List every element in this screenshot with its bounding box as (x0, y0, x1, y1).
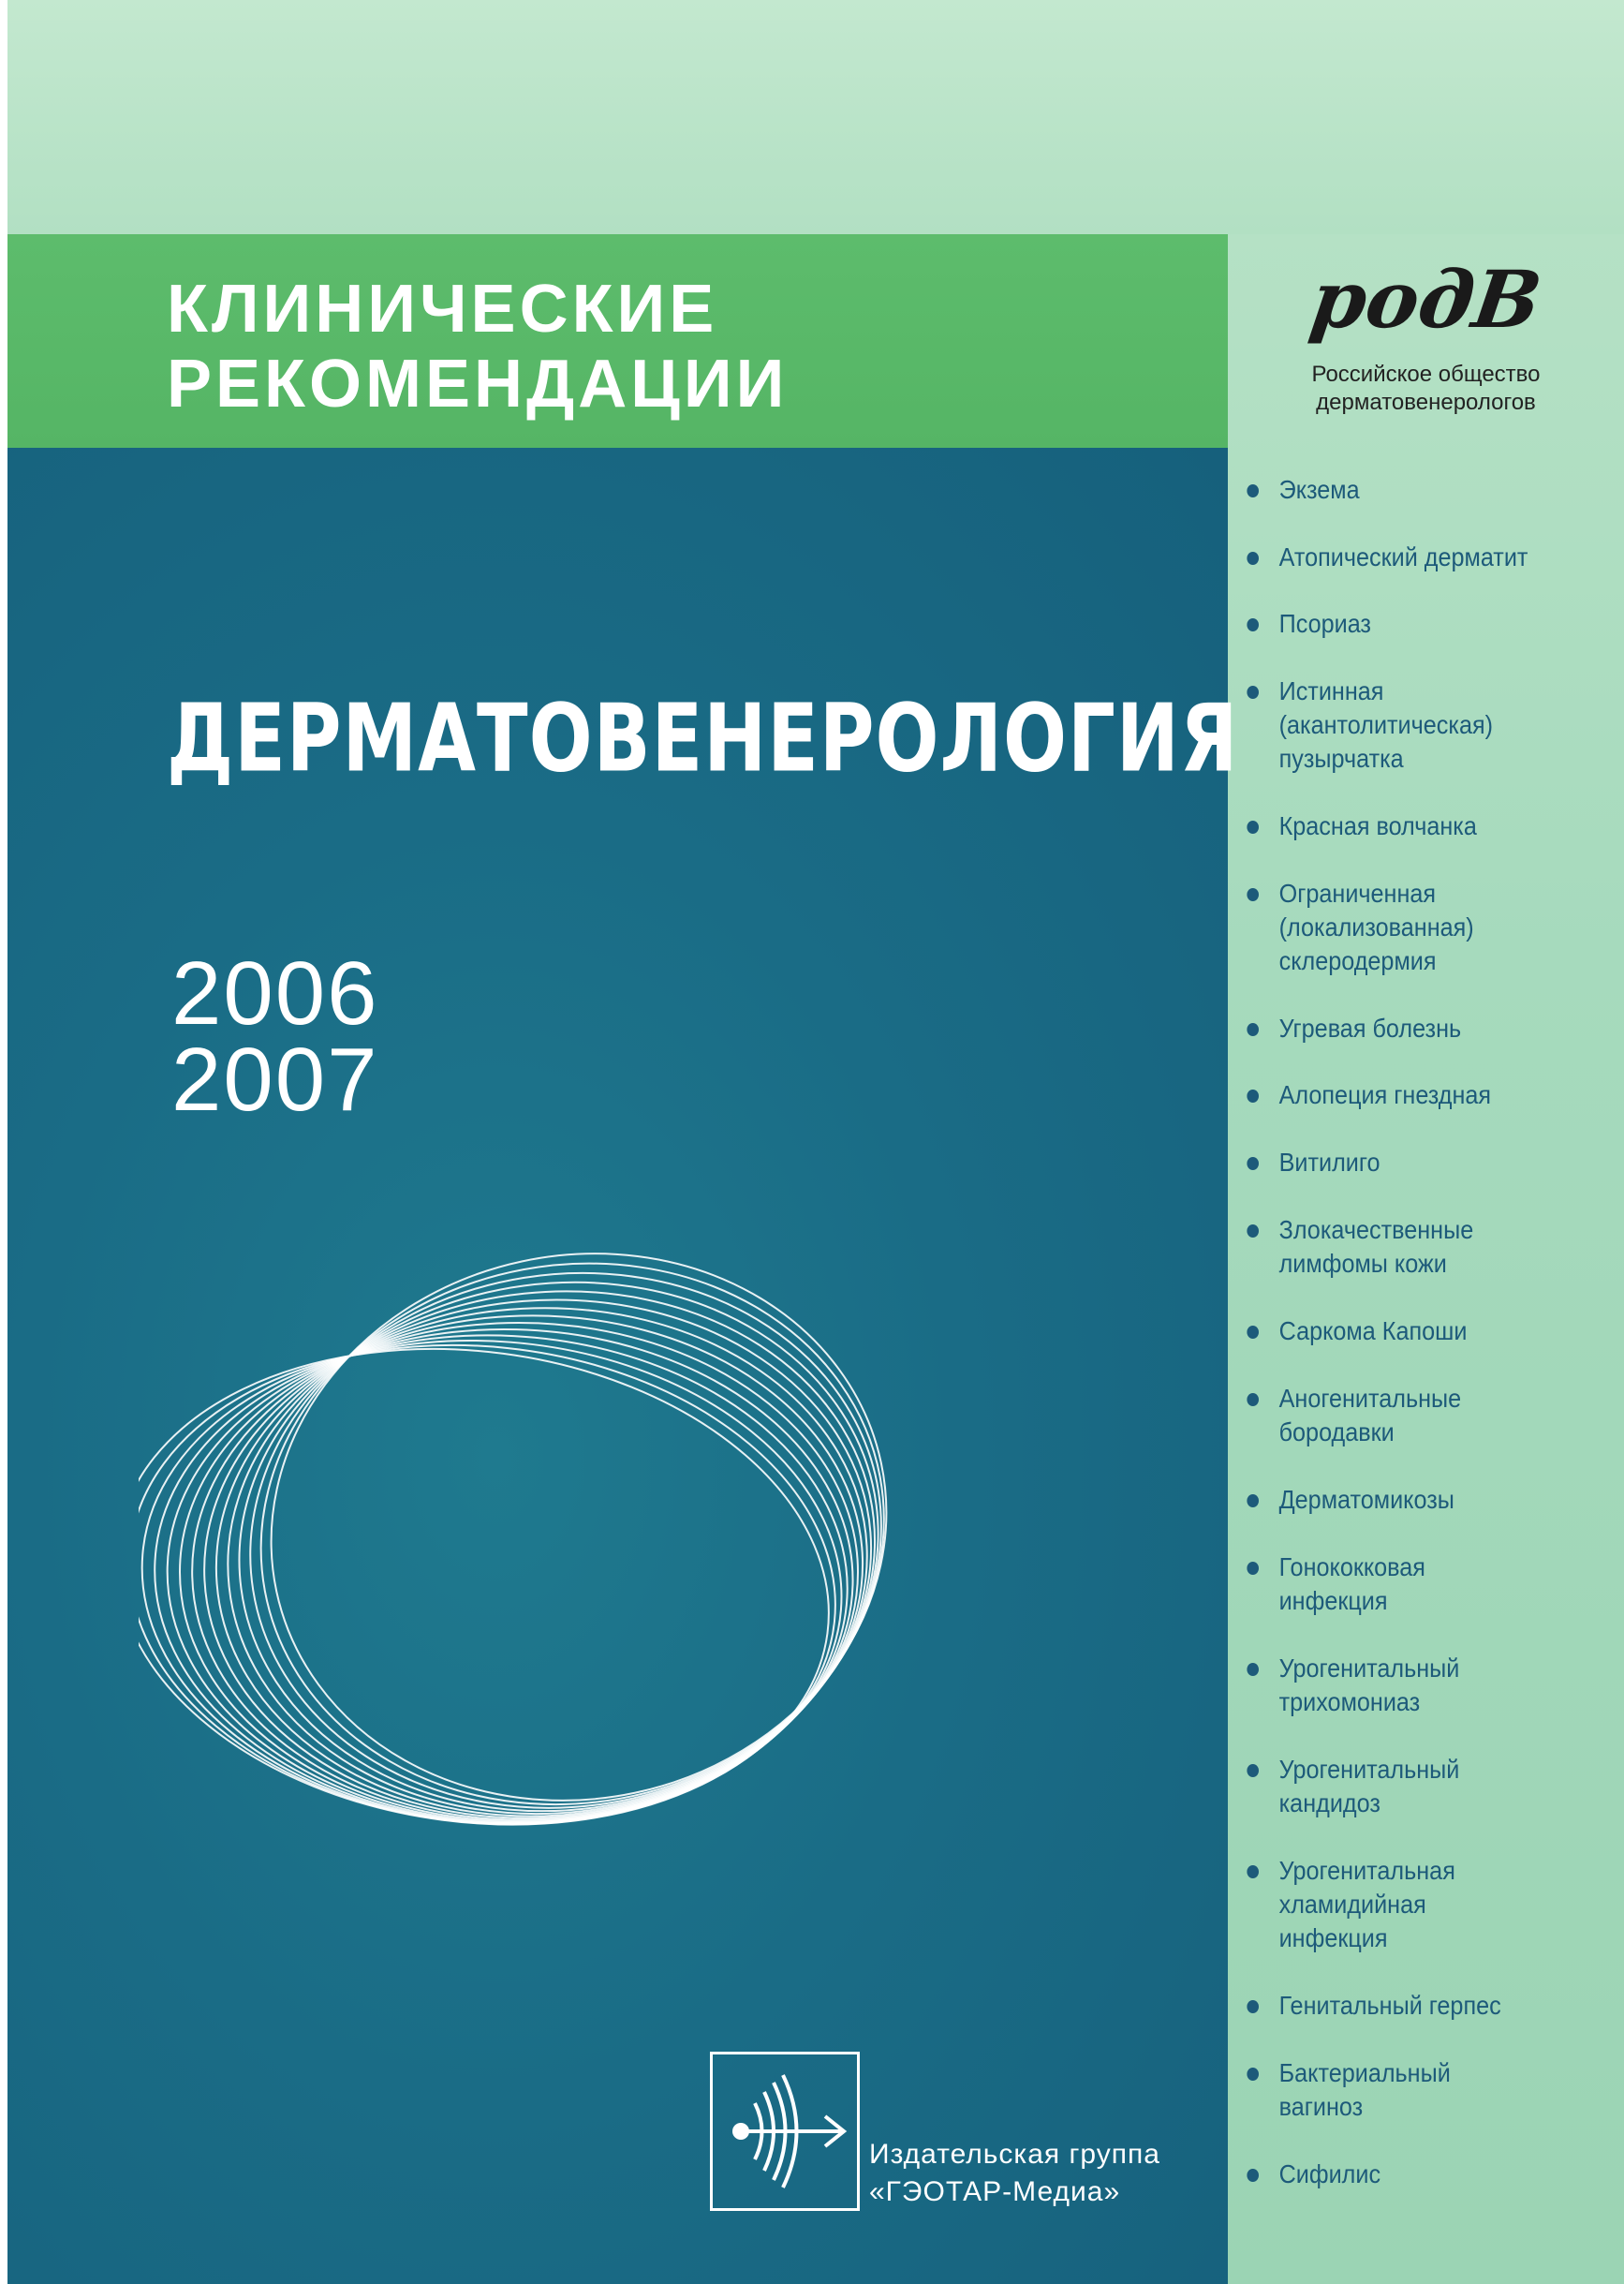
topic-item (1242, 675, 1532, 776)
topic-item (1242, 1078, 1600, 1112)
antenna-arrow-icon (713, 2054, 857, 2208)
topic-label: Дерматомикозы (1278, 1485, 1454, 1514)
topic-item (1242, 1382, 1532, 1449)
bullet-icon (1247, 618, 1259, 631)
bullet-icon (1247, 888, 1259, 901)
topic-label: Сифилис (1278, 2159, 1381, 2188)
edition-years (171, 943, 379, 1130)
publisher-name (869, 2136, 1160, 2211)
topic-label: Угревая болезнь (1278, 1014, 1462, 1043)
topic-item (1242, 1146, 1583, 1179)
topic-label: Саркома Капоши (1278, 1316, 1468, 1345)
topic-label: Гонококковая инфекция (1278, 1552, 1425, 1615)
topic-label: Урогенитальный кандидоз (1278, 1755, 1460, 1817)
bullet-icon (1247, 1764, 1259, 1777)
topic-item (1242, 1550, 1532, 1618)
year-start: 2006 (171, 943, 379, 1044)
topic-label: Экзема (1278, 475, 1360, 504)
ring-line (207, 1244, 911, 1849)
bullet-icon (1247, 2000, 1259, 2013)
series-title-line2: РЕКОМЕНДАЦИИ (167, 347, 789, 422)
topic-item (1242, 473, 1583, 507)
publisher-logo (710, 2052, 860, 2211)
bullet-icon (1247, 1224, 1259, 1238)
bullet-icon (1247, 552, 1259, 565)
topic-label: Витилиго (1278, 1148, 1380, 1177)
bullet-icon (1247, 1157, 1259, 1170)
ring-line (161, 1321, 860, 1832)
topic-item (1242, 1314, 1583, 1348)
topic-label: Ограниченная (локализованная) склеродермия (1278, 879, 1474, 975)
bullet-icon (1247, 686, 1259, 699)
topic-item (1242, 877, 1532, 978)
topic-label: Урогенитальная хламидийная инфекция (1278, 1856, 1455, 1952)
bullet-icon (1247, 1865, 1259, 1878)
bullet-icon (1247, 1663, 1259, 1676)
ring-lines-illustration (139, 1171, 1019, 1902)
topic-item (1242, 1213, 1532, 1281)
bullet-icon (1247, 484, 1259, 497)
society-logo (1228, 253, 1624, 417)
topic-label: Алопеция гнездная (1278, 1080, 1492, 1109)
topic-label: Бактериальный вагиноз (1278, 2058, 1451, 2121)
topics-list (1242, 473, 1617, 2191)
topic-label: Аногенитальные бородавки (1278, 1384, 1462, 1446)
topic-item (1242, 1652, 1532, 1719)
topic-item (1242, 2056, 1532, 2124)
topic-item (1242, 1012, 1583, 1046)
bullet-icon (1247, 821, 1259, 834)
publisher-line1: Издательская группа (869, 2139, 1160, 2170)
topic-label: Урогенитальный трихомониаз (1278, 1654, 1460, 1716)
topic-label: Атопический дерматит (1278, 542, 1528, 571)
rodv-logo-mark: рoдВ (1305, 253, 1547, 346)
bullet-icon (1247, 1023, 1259, 1036)
ring-line (139, 1314, 860, 1849)
society-caption-line1: Российское общество (1311, 362, 1541, 387)
topic-item (1242, 1989, 1600, 2023)
society-caption-line2: дерматовенерологов (1316, 390, 1536, 415)
bullet-icon (1247, 1326, 1259, 1339)
topic-label: Истинная (акантолитическая) пузырчатка (1278, 676, 1494, 773)
ring-line (139, 1311, 859, 1858)
topic-item (1242, 1483, 1583, 1517)
bullet-icon (1247, 1562, 1259, 1575)
ring-line (191, 1291, 880, 1834)
top-mint-band (7, 0, 1624, 234)
topic-item (1242, 607, 1583, 641)
bullet-icon (1247, 2169, 1259, 2182)
bullet-icon (1247, 1090, 1259, 1103)
topic-item (1242, 2158, 1583, 2191)
topic-item (1242, 1753, 1532, 1820)
book-title: ДЕРМАТОВЕНЕРОЛОГИЯ (167, 684, 1239, 793)
topic-label: Красная волчанка (1278, 811, 1477, 840)
topic-label: Псориаз (1278, 609, 1371, 638)
bullet-icon (1247, 1494, 1259, 1507)
topic-item (1242, 1854, 1532, 1955)
bullet-icon (1247, 2068, 1259, 2081)
series-title (167, 272, 788, 422)
publisher-line2: «ГЭОТАР-Медиа» (869, 2176, 1121, 2207)
series-title-line1: КЛИНИЧЕСКИЕ (167, 272, 718, 347)
topic-item (1242, 809, 1583, 843)
topic-label: Генитальный герпес (1278, 1991, 1501, 2020)
topic-item (1242, 541, 1600, 574)
ring-line (142, 1318, 860, 1841)
topic-label: Злокачественные лимфомы кожи (1278, 1215, 1474, 1278)
book-cover (7, 0, 1624, 2284)
bullet-icon (1247, 1393, 1259, 1406)
year-end: 2007 (171, 1030, 379, 1130)
